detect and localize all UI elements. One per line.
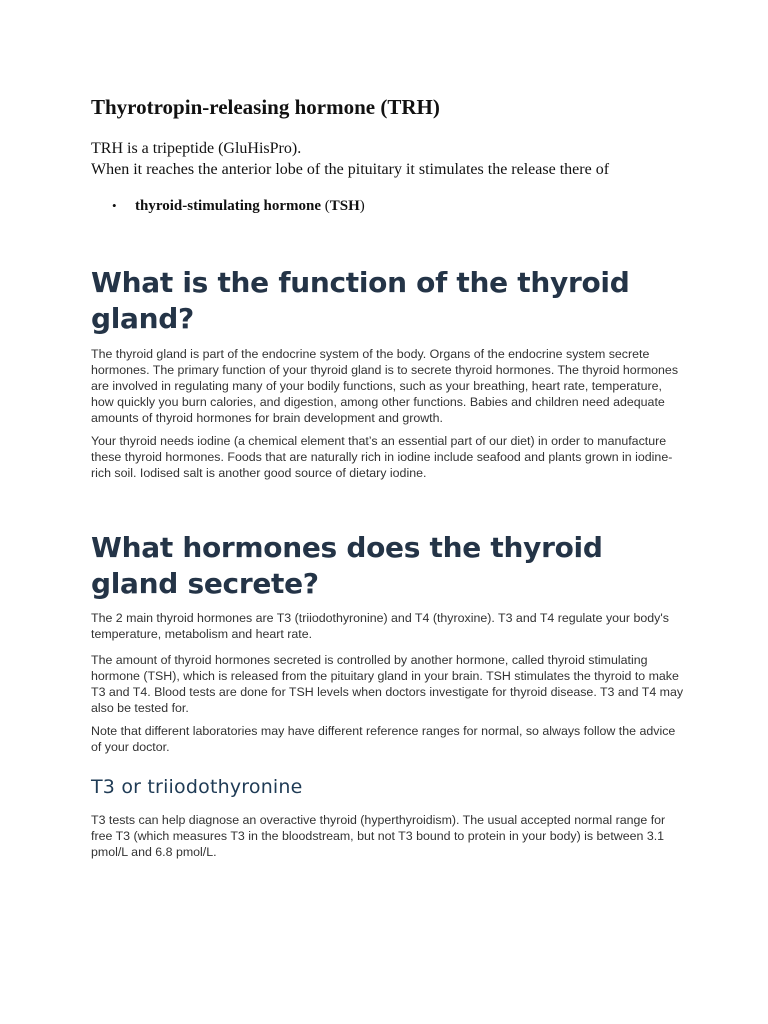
t3-paragraph-1: T3 tests can help diagnose an overactive thyroid (hyperthyroidism). The usual accepted normal range for free T3 (which measures T3 in the bloodstream, but not T3 bound to protein in your body) is between 3.1 pmol/L and 6.8 pmol/L. [91, 813, 666, 859]
list-item [91, 196, 365, 216]
list-item-abbreviation: TSH [329, 198, 360, 214]
t3-heading: T3 or triiodothyronine [91, 776, 303, 798]
hormones-paragraph-3: Note that different laboratories may have different reference ranges for normal, so always follow the advice of your doctor. [91, 724, 676, 754]
function-paragraph-1: The thyroid gland is part of the endocrine system of the body. Organs of the endocrine system secrete hormones. The primary function of your thyroid gland is to secrete thyroid hormones. The thyroid hormones are involved in regulating many of your bodily functions, such as your breathing, heart rate, temperature, how quickly you burn calories, and digestion, among other functions. Babies and children need adequate amounts of thyroid hormones for brain development and growth. [91, 347, 679, 425]
list-item-paren-open: ( [320, 198, 330, 214]
hormones-paragraph-2: The amount of thyroid hormones secreted is controlled by another hormone, called thyroid stimulating hormone (TSH), which is released from the pituitary gland in your brain. TSH stimulates the thyroid to make T3 and T4. Blood tests are done for TSH levels when doctors investigate for thyroid disease. T3 and T4 may also be tested for. [91, 653, 684, 715]
hormones-paragraph-1: The 2 main thyroid hormones are T3 (triiodothyronine) and T4 (thyroxine). T3 and T4 regulate your body's temperature, metabolism and heart rate. [91, 611, 669, 641]
list-item-term: thyroid-stimulating hormone [135, 198, 321, 214]
list-item-paren-close: ) [359, 198, 365, 214]
function-paragraph-2: Your thyroid needs iodine (a chemical element that’s an essential part of our diet) in order to manufacture these thyroid hormones. Foods that are naturally rich in iodine include seafood and plants grown in iodine-rich soil. Iodised salt is another good source of dietary iodine. [91, 434, 673, 480]
trh-intro-line-1: TRH is a tripeptide (GluHisPro). [91, 140, 302, 157]
trh-intro-line-2: When it reaches the anterior lobe of the pituitary it stimulates the release there of [91, 161, 610, 178]
trh-intro [91, 138, 609, 180]
function-heading: What is the function of the thyroid gland? [91, 266, 630, 335]
hormones-heading: What hormones does the thyroid gland secrete? [91, 531, 603, 600]
bullet-icon: • [112, 198, 117, 213]
trh-heading: Thyrotropin-releasing hormone (TRH) [91, 95, 440, 119]
trh-release-list [91, 196, 365, 216]
